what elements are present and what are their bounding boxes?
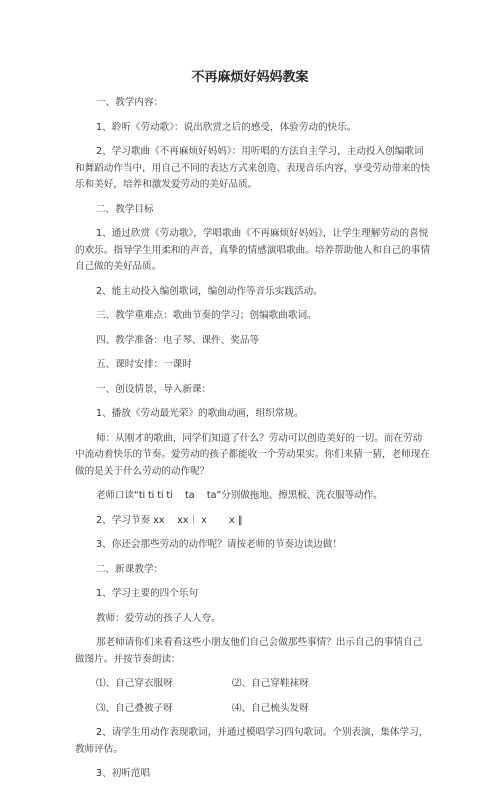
- paragraph: 3、初听范唱: [96, 768, 151, 779]
- paragraph: 五、课时安排：一课时: [96, 359, 192, 370]
- lyric-line: ⑴、自己穿衣服呀: [96, 678, 173, 689]
- paragraph: 1、聆听《劳动歌》：说出欣赏之后的感受，体验劳动的快乐。: [96, 121, 357, 133]
- paragraph: 1、学习主要的四个乐句: [96, 588, 199, 599]
- paragraph: 那老师请你们来看看这些小朋友他们自己会做那些事情？出示自己的事情自己做图片。并按节奏朗读：: [75, 637, 423, 665]
- paragraph: 3、你还会那些劳动的动作呢？请按老师的节奏边读边做！: [96, 539, 342, 550]
- paragraph: 教师：爱劳动的孩子人人夸。: [96, 612, 221, 624]
- paragraph: 1、通过欣赏《劳动歌》，学唱歌曲《不再麻烦好妈妈》，让学生理解劳动的喜悦的欢乐。指导学生用柔和的声音，真挚的情感演唱歌曲。培养帮助他人和自己的事情自己做的美好品质。: [75, 228, 430, 272]
- paragraph: 老师口读“ti ti ti ti ta ta”分别做拖地、擦黑板、洗衣服等动作。: [96, 490, 383, 501]
- lyric-line: ⑶、自己叠被子呀: [96, 702, 173, 714]
- paragraph: 二、教学目标: [96, 203, 154, 215]
- paragraph: 一、创设情景，导入新课：: [96, 383, 212, 395]
- paragraph: 三、教学重难点：歌曲节奏的学习；创编歌曲歌词。: [96, 310, 317, 321]
- paragraph: 2、请学生用动作表现歌词，并通过模唱学习四句歌词。个别表演，集体学习，教师评估。: [75, 727, 429, 755]
- document-body: [75, 95, 430, 791]
- paragraph: 师：从刚才的歌曲，同学们知道了什么？劳动可以创造美好的一切。而在劳动中流动着快乐的节奏。爱劳动的孩子都能收一个劳动果实。你们来猜一猜，老师现在做的是关于什么劳动的动作呢？: [75, 432, 430, 477]
- lyric-line: ⑵、自己穿鞋袜呀: [232, 678, 309, 689]
- lyrics-row: [75, 676, 430, 693]
- paragraph: 二、新课教学：: [96, 563, 164, 575]
- document-title: 不再麻烦好妈妈教案: [191, 70, 309, 85]
- paragraph: 2、学习节奏 xx xx｜ x x ‖: [96, 514, 243, 526]
- lyric-line: ⑷、自己梳头发呀: [232, 702, 309, 714]
- paragraph: 2、学习歌曲《不再麻烦好妈妈》：用听唱的方法自主学习，主动投入创编歌词和舞蹈动作当中，用自己不同的表达方式来创造、表现音乐内容，享受劳动带来的快乐和美好，培养和激发爱劳动的美好品质。: [75, 146, 430, 190]
- lyrics-row: [75, 701, 430, 718]
- paragraph: 四、教学准备：电子琴、课件、奖品等: [96, 334, 260, 346]
- paragraph: 一、教学内容：: [96, 97, 164, 108]
- paragraph: 2、能主动投入编创歌词，编创动作等音乐实践活动。: [96, 285, 323, 297]
- paragraph: 1、播放《劳动最光荣》的歌曲动画，组织常规。: [96, 408, 304, 419]
